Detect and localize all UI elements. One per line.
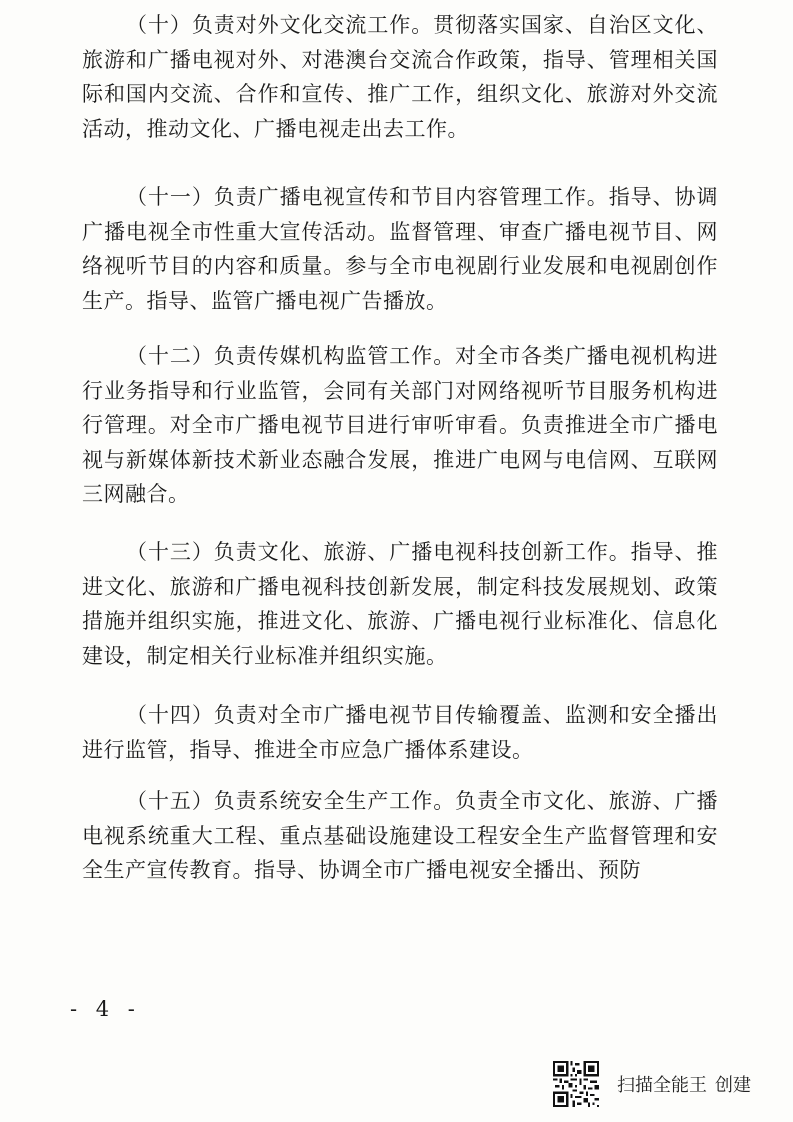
watermark-text <box>609 1071 751 1097</box>
paragraph-15: （十五）负责系统安全生产工作。负责全市文化、旅游、广播电视系统重大工程、重点基础设施建设工程安全生产监督管理和安全生产宣传教育。指导、协调全市广播电视安全播出、预防 <box>82 789 718 882</box>
paragraph-10: （十）负责对外文化交流工作。贯彻落实国家、自治区文化、旅游和广播电视对外、对港澳台交流合作政策，指导、管理相关国际和国内交流、合作和宣传、推广工作，组织文化、旅游对外交流活动，推动文化、广播电视走出去工作。 <box>82 13 718 141</box>
scanner-watermark <box>553 1060 751 1108</box>
watermark-app-name: 扫描全能王 <box>617 1075 707 1096</box>
qr-code-icon <box>553 1061 599 1107</box>
paragraph-12: （十二）负责传媒机构监管工作。对全市各类广播电视机构进行业务指导和行业监管，会同有关部门对网络视听节目服务机构进行管理。对全市广播电视节目进行审听审看。负责推进全市广播电视与新媒体新技术新业态融合发展，推进广电网与电信网、互联网三网融合。 <box>82 344 718 506</box>
page-number: - 4 - <box>70 997 141 1021</box>
paragraph-11: （十一）负责广播电视宣传和节目内容管理工作。指导、协调广播电视全市性重大宣传活动。监督管理、审查广播电视节目、网络视听节目的内容和质量。参与全市电视剧行业发展和电视剧创作生产。指导、监管广播电视广告播放。 <box>82 185 718 313</box>
watermark-action: 创建 <box>715 1075 751 1096</box>
paragraph-13: （十三）负责文化、旅游、广播电视科技创新工作。指导、推进文化、旅游和广播电视科技创新发展，制定科技发展规划、政策措施并组织实施，推进文化、旅游、广播电视行业标准化、信息化建设，制定相关行业标准并组织实施。 <box>82 540 718 668</box>
paragraph-14: （十四）负责对全市广播电视节目传输覆盖、监测和安全播出进行监管，指导、推进全市应急广播体系建设。 <box>82 703 718 762</box>
